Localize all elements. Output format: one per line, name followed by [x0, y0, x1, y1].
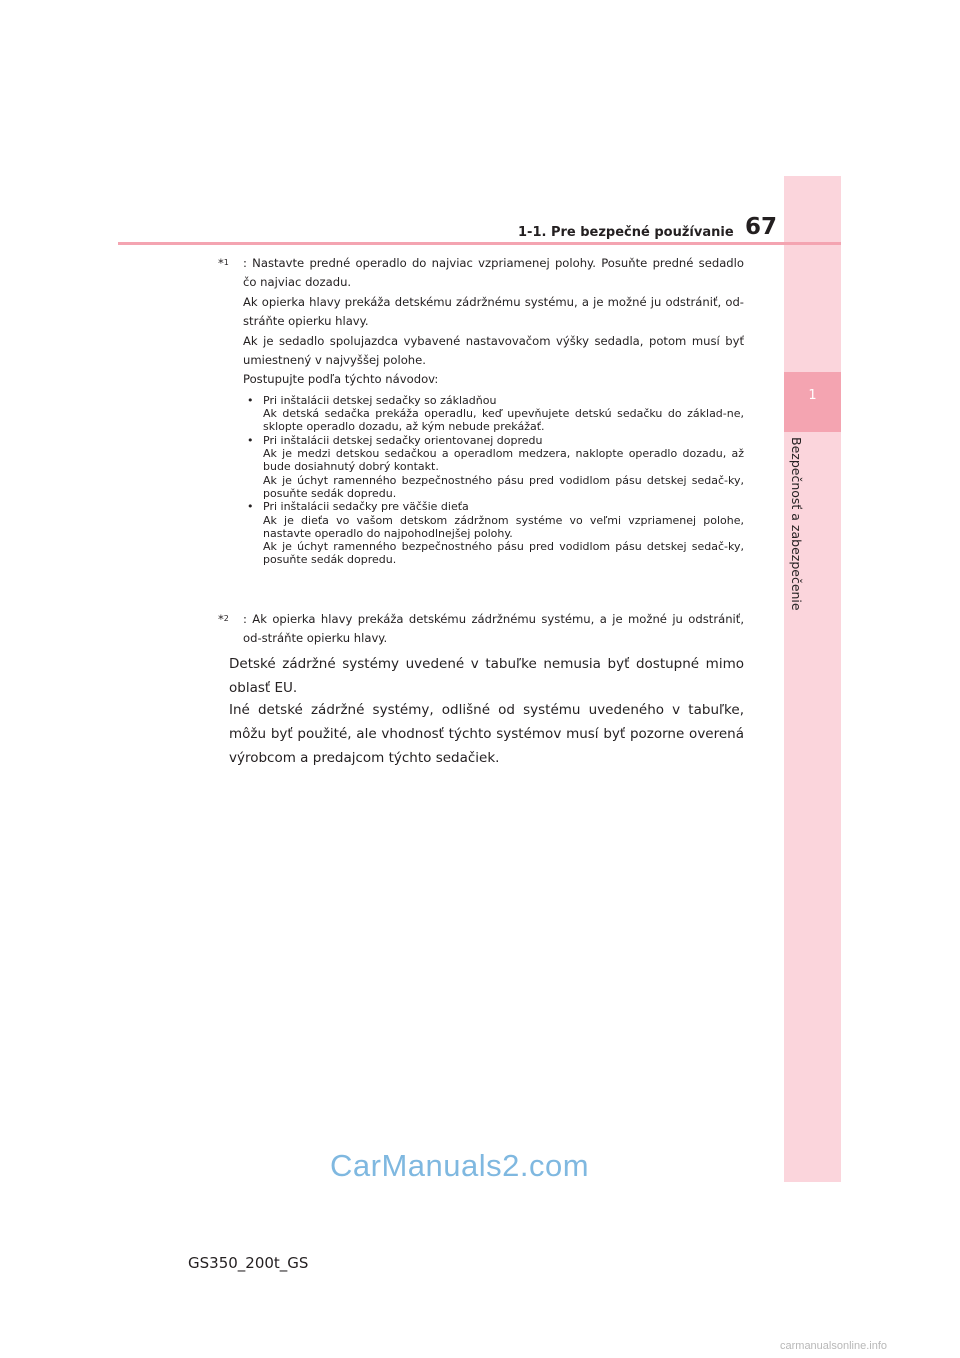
footnote-1-line: Postupujte podľa týchto návodov:: [243, 372, 439, 387]
sub-item-head: • Pri inštalácii detskej sedačky so základňou: [247, 394, 744, 407]
footnote-1-mark: *$^1$: [218, 256, 229, 270]
sub-item-body: Ak je úchyt ramenného bezpečnostného pásu pred vodidlom pásu detskej sedač-ky, posuňte sedák dopredu.: [263, 473, 744, 500]
sub-item-body: Ak je medzi detskou sedačkou a operadlom medzera, naklopte operadlo dozadu, až bude dosiahnutý dobrý kontakt.: [263, 447, 744, 474]
watermark-logo: CarManuals2.com: [330, 1148, 590, 1183]
footnote-1-line: Ak je sedadlo spolujazdca vybavené nastavovačom výšky sedadla, potom musí byť umiestnený v najvyššej polohe.: [243, 333, 744, 368]
sub-item-body: Ak je dieťa vo vašom detskom zádržnom systéme vo veľmi vzpriamenej polohe, nastavte operadlo do najpohodlnejšej polohy.: [263, 513, 744, 540]
footnote-1-sub-item: [247, 500, 744, 566]
sub-item-head: • Pri inštalácii sedačky pre väčšie dieťa: [247, 500, 744, 513]
sub-item-head: • Pri inštalácii detskej sedačky orientovanej dopredu: [247, 434, 744, 447]
model-code: GS350_200t_GS: [188, 1254, 309, 1272]
header-rule: [118, 242, 841, 245]
watermark-secondary: carmanualsonline.info: [780, 1340, 888, 1352]
footnote-2-text: : Ak opierka hlavy prekáža detskému zádržnému systému, a je možné ju odstrániť, od-stráňte opierku hlavy.: [243, 612, 744, 646]
footnote-1-sub-item: [247, 434, 744, 500]
chapter-number: 1: [808, 388, 817, 403]
page-number: 67: [745, 214, 778, 240]
chapter-side-band: [784, 176, 841, 1182]
footnote-2: [218, 610, 744, 649]
body-paragraph: Iné detské zádržné systémy, odlišné od systému uvedeného v tabuľke, môžu byť použité, ale vhodnosť týchto systémov musí byť pozorne overená výrobcom a predajcom týchto sedačiek.: [229, 702, 744, 766]
footnote-1-line: Ak opierka hlavy prekáža detskému zádržnému systému, a je možné ju odstrániť, od-stráňte opierku hlavy.: [243, 294, 744, 329]
footnote-1-line: : Nastavte predné operadlo do najviac vzpriamenej polohy. Posuňte predné sedadlo čo najviac dozadu.: [243, 256, 744, 290]
footnote-1-sub-item: [247, 394, 744, 434]
footnote-1: [218, 254, 744, 567]
sub-item-body: Ak detská sedačka prekáža operadlu, keď upevňujete detskú sedačku do základ-ne, sklopte operadlo dozadu, až kým nebude prekážať.: [263, 407, 744, 434]
chapter-title: Bezpečnosť a zabezpečenie: [789, 437, 804, 611]
section-title: 1-1. Pre bezpečné používanie: [518, 225, 734, 240]
footnote-2-mark: *$^2$: [218, 612, 229, 626]
sub-item-body: Ak je úchyt ramenného bezpečnostného pásu pred vodidlom pásu detskej sedač-ky, posuňte sedák dopredu.: [263, 540, 744, 567]
body-paragraph: Detské zádržné systémy uvedené v tabuľke nemusia byť dostupné mimo oblasť EU.: [229, 656, 744, 696]
